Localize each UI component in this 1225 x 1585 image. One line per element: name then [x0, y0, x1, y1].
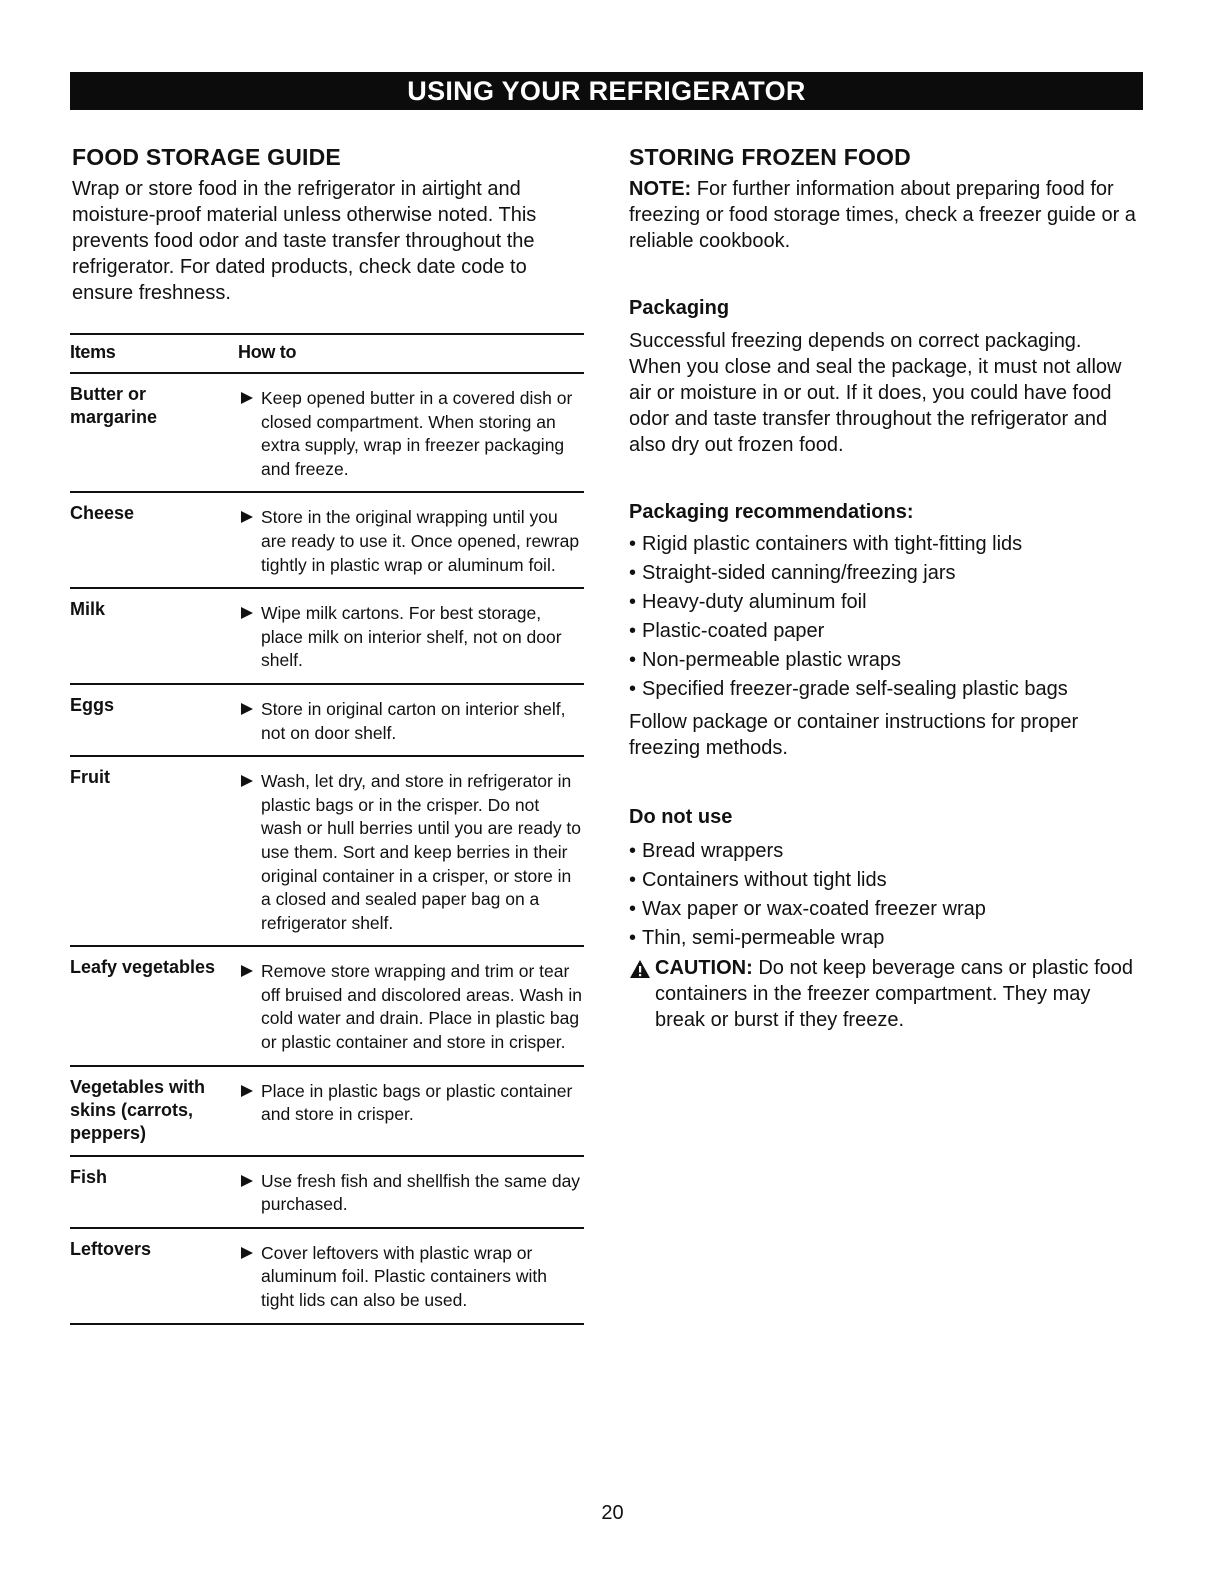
table-row	[70, 373, 584, 492]
list-item: • Straight-sided canning/freezing jars	[629, 562, 956, 584]
page-number: 20	[601, 1502, 624, 1524]
how-to-text: Wash, let dry, and store in refrigerator in plastic bags or in the crisper. Do not wash or hull berries until you are ready to use them. Sort and keep berries in their original container in a crisper, or store in a closed and sealed paper bag on a refrigerator shelf.	[261, 771, 582, 933]
item-name: Butter or margarine	[70, 384, 158, 427]
do-not-use-list	[629, 837, 1139, 953]
list-item: • Heavy-duty aluminum foil	[629, 591, 867, 613]
column-header-items: Items	[70, 334, 238, 373]
how-to-text: Use fresh fish and shellfish the same day purchased.	[261, 1170, 581, 1215]
page-header-banner: USING YOUR REFRIGERATOR	[70, 72, 1143, 110]
table-row	[70, 492, 584, 588]
arrow-right-icon	[241, 511, 253, 523]
list-item: • Plastic-coated paper	[629, 620, 825, 642]
frozen-food-section	[629, 140, 1139, 1033]
do-not-use-title: Do not use	[629, 806, 733, 828]
arrow-right-icon	[241, 965, 253, 977]
how-to-text: Store in original carton on interior shelf, not on door shelf.	[261, 698, 566, 743]
item-name: Vegetables with skins (carrots, peppers)	[70, 1076, 206, 1143]
list-item: • Containers without tight lids	[629, 869, 887, 891]
list-item: • Rigid plastic containers with tight-fitting lids	[629, 533, 1023, 555]
arrow-right-icon	[241, 703, 253, 715]
list-item: • Non-permeable plastic wraps	[629, 649, 902, 671]
how-to-text: Wipe milk cartons. For best storage, place milk on interior shelf, not on door shelf.	[261, 603, 562, 671]
warning-icon	[629, 959, 651, 979]
column-header-how-to: How to	[238, 334, 584, 373]
arrow-right-icon	[241, 1175, 253, 1187]
arrow-right-icon	[241, 607, 253, 619]
frozen-food-title: STORING FROZEN FOOD	[629, 144, 911, 170]
packaging-text: Successful freezing depends on correct packaging. When you close and seal the package, it must not allow air or moisture in or out. If it does, you could have food odor and taste transfer throughout the refrigerator and also dry out frozen food.	[629, 330, 1122, 456]
table-row	[70, 756, 584, 946]
food-storage-table	[70, 333, 584, 1325]
follow-instructions-text: Follow package or container instructions for proper freezing methods.	[629, 711, 1079, 759]
food-storage-title: FOOD STORAGE GUIDE	[72, 144, 341, 170]
table-row	[70, 946, 584, 1065]
item-name: Eggs	[70, 694, 115, 715]
note-paragraph	[629, 176, 1139, 254]
how-to-text: Place in plastic bags or plastic container and store in crisper.	[261, 1080, 573, 1125]
food-storage-intro: Wrap or store food in the refrigerator in airtight and moisture-proof material unless otherwise noted. This prevents food odor and taste transfer throughout the refrigerator. For dated products, check date code to ensure freshness.	[72, 178, 537, 304]
arrow-right-icon	[241, 775, 253, 787]
arrow-right-icon	[241, 1085, 253, 1097]
how-to-text: Remove store wrapping and trim or tear off bruised and discolored areas. Wash in cold water and drain. Place in plastic bag or plastic container and store in crisper.	[261, 961, 583, 1053]
table-row	[70, 1156, 584, 1228]
caution-notice	[629, 955, 1139, 1033]
item-name: Leafy vegetables	[70, 957, 216, 978]
recommendations-title: Packaging recommendations:	[629, 501, 914, 523]
item-name: Fruit	[70, 767, 110, 788]
recommendations-list	[629, 530, 1139, 704]
note-text: For further information about preparing food for freezing or food storage times, check a freezer guide or a reliable cookbook.	[629, 178, 1136, 252]
packaging-title: Packaging	[629, 297, 730, 319]
how-to-text: Cover leftovers with plastic wrap or aluminum foil. Plastic containers with tight lids can also be used.	[261, 1242, 547, 1311]
table-header-row	[70, 334, 584, 373]
caution-text: Do not keep beverage cans or plastic food containers in the freezer compartment. They may break or burst if they freeze.	[655, 957, 1134, 1031]
list-item: • Thin, semi-permeable wrap	[629, 927, 885, 949]
how-to-text: Keep opened butter in a covered dish or closed compartment. When storing an extra supply, wrap in freezer packaging and freeze.	[261, 388, 573, 479]
list-item: • Bread wrappers	[629, 840, 784, 862]
item-name: Cheese	[70, 503, 135, 524]
list-item: • Wax paper or wax-coated freezer wrap	[629, 898, 986, 920]
table-row	[70, 1228, 584, 1324]
item-name: Leftovers	[70, 1238, 152, 1259]
how-to-text: Store in the original wrapping until you are ready to use it. Once opened, rewrap tightly in plastic wrap or aluminum foil.	[261, 507, 580, 575]
table-body	[70, 373, 584, 1324]
food-storage-section	[72, 140, 584, 306]
note-label: NOTE:	[629, 178, 692, 200]
list-item: • Specified freezer-grade self-sealing plastic bags	[629, 678, 1068, 700]
table-row	[70, 684, 584, 756]
item-name: Fish	[70, 1166, 108, 1187]
table-row	[70, 1066, 584, 1156]
arrow-right-icon	[241, 1247, 253, 1259]
item-name: Milk	[70, 599, 106, 620]
table-row	[70, 588, 584, 684]
caution-label: CAUTION:	[655, 957, 753, 979]
arrow-right-icon	[241, 392, 253, 404]
